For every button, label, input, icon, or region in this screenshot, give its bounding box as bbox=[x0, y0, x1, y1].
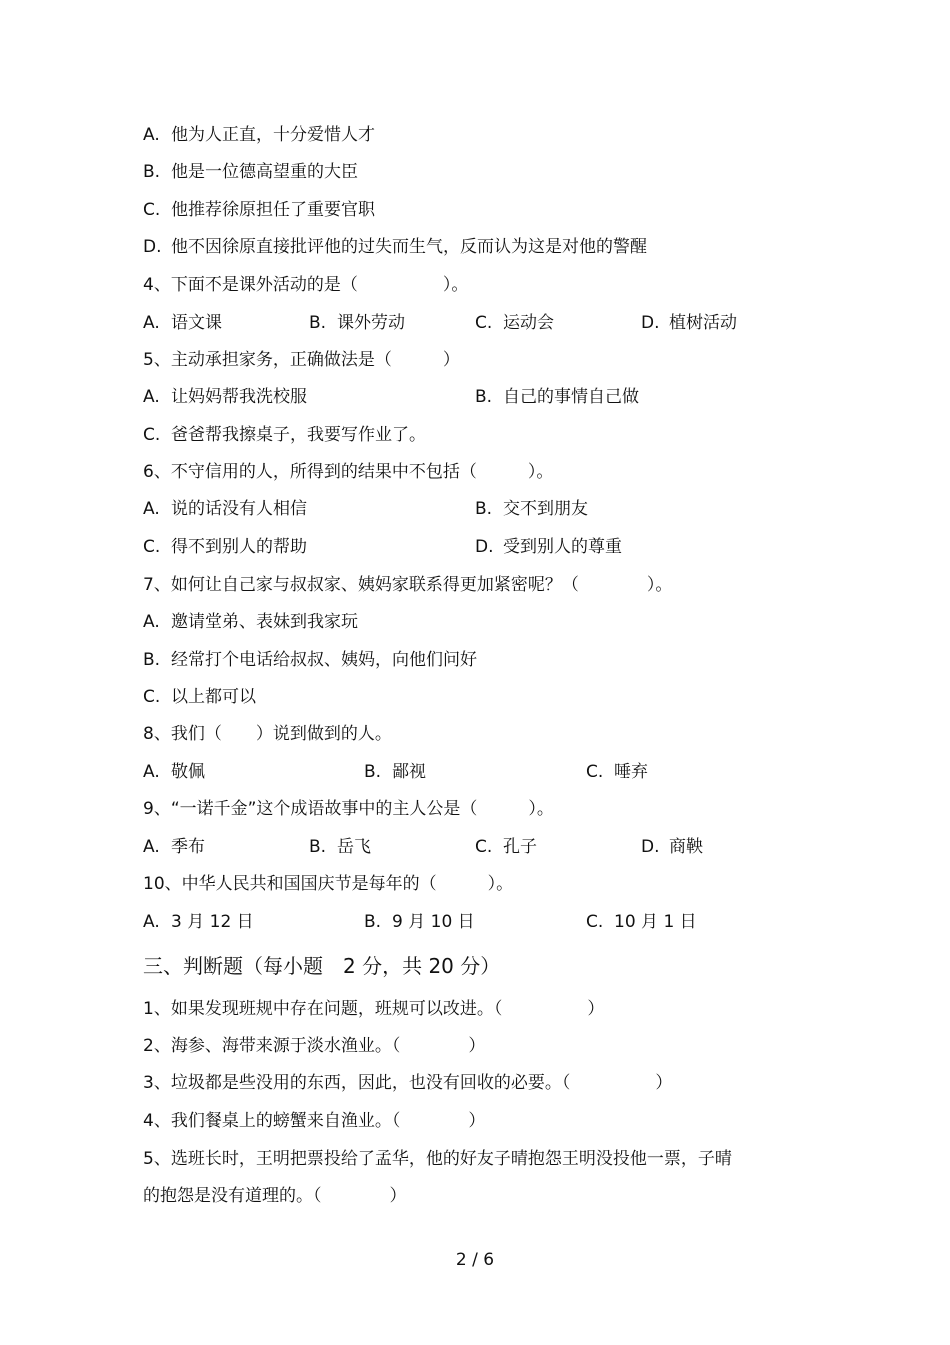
q4-option-a: A. 语文课 bbox=[143, 313, 222, 333]
q8-option-a: A. 敬佩 bbox=[143, 762, 205, 782]
q3-option-a: A. 他为人正直，十分爱惜人才 bbox=[143, 125, 375, 145]
q6-option-d: D. 受到别人的尊重 bbox=[475, 537, 622, 557]
q10-option-a: A. 3 月 12 日 bbox=[143, 912, 254, 932]
q7-option-c: C. 以上都可以 bbox=[143, 687, 256, 707]
q5-option-b: B. 自己的事情自己做 bbox=[475, 387, 639, 407]
q9-option-a: A. 季布 bbox=[143, 837, 205, 857]
q8-question: 8、我们（ ）说到做到的人。 bbox=[143, 724, 392, 744]
judge-item: 2、海参、海带来源于淡水渔业。（ ） bbox=[143, 1036, 486, 1056]
section3-title: 三、判断题（每小题 2 分，共 20 分） bbox=[143, 954, 501, 978]
q5-option-a: A. 让妈妈帮我洗校服 bbox=[143, 387, 307, 407]
q4-option-b: B. 课外劳动 bbox=[309, 313, 405, 333]
q8-option-b: B. 鄙视 bbox=[364, 762, 426, 782]
q5-option-c: C. 爸爸帮我擦桌子，我要写作业了。 bbox=[143, 425, 426, 445]
q9-option-d: D. 商鞅 bbox=[641, 837, 703, 857]
q4-option-c: C. 运动会 bbox=[475, 313, 554, 333]
q6-option-b: B. 交不到朋友 bbox=[475, 499, 588, 519]
q6-question: 6、不守信用的人，所得到的结果中不包括（ ）。 bbox=[143, 462, 554, 482]
judge-item: 4、我们餐桌上的螃蟹来自渔业。（ ） bbox=[143, 1111, 486, 1131]
q10-question: 10、中华人民共和国国庆节是每年的（ ）。 bbox=[143, 874, 514, 894]
page-number: 2 / 6 bbox=[455, 1250, 495, 1270]
q3-option-b: B. 他是一位德高望重的大臣 bbox=[143, 162, 358, 182]
q7-question: 7、如何让自己家与叔叔家、姨妈家联系得更加紧密呢？（ ）。 bbox=[143, 575, 673, 595]
judge-item-continued: 的抱怨是没有道理的。（ ） bbox=[143, 1186, 407, 1206]
judge-item: 5、选班长时，王明把票投给了孟华，他的好友子晴抱怨王明没投他一票，子晴 bbox=[143, 1149, 732, 1169]
q9-option-c: C. 孔子 bbox=[475, 837, 537, 857]
q3-option-d: D. 他不因徐原直接批评他的过失而生气，反而认为这是对他的警醒 bbox=[143, 237, 647, 257]
judge-item: 1、如果发现班规中存在问题，班规可以改进。（ ） bbox=[143, 999, 605, 1019]
q6-option-c: C. 得不到别人的帮助 bbox=[143, 537, 307, 557]
q10-option-b: B. 9 月 10 日 bbox=[364, 912, 475, 932]
q7-option-b: B. 经常打个电话给叔叔、姨妈，向他们问好 bbox=[143, 650, 477, 670]
q4-question: 4、下面不是课外活动的是（ ）。 bbox=[143, 275, 469, 295]
q10-option-c: C. 10 月 1 日 bbox=[586, 912, 697, 932]
q7-option-a: A. 邀请堂弟、表妹到我家玩 bbox=[143, 612, 358, 632]
q5-question: 5、主动承担家务，正确做法是（ ） bbox=[143, 350, 460, 370]
q6-option-a: A. 说的话没有人相信 bbox=[143, 499, 307, 519]
q9-option-b: B. 岳飞 bbox=[309, 837, 371, 857]
judge-item: 3、垃圾都是些没用的东西，因此，也没有回收的必要。（ ） bbox=[143, 1073, 673, 1093]
q8-option-c: C. 唾弃 bbox=[586, 762, 648, 782]
q3-option-c: C. 他推荐徐原担任了重要官职 bbox=[143, 200, 375, 220]
q4-option-d: D. 植树活动 bbox=[641, 313, 737, 333]
q9-question: 9、“一诺千金”这个成语故事中的主人公是（ ）。 bbox=[143, 799, 554, 819]
